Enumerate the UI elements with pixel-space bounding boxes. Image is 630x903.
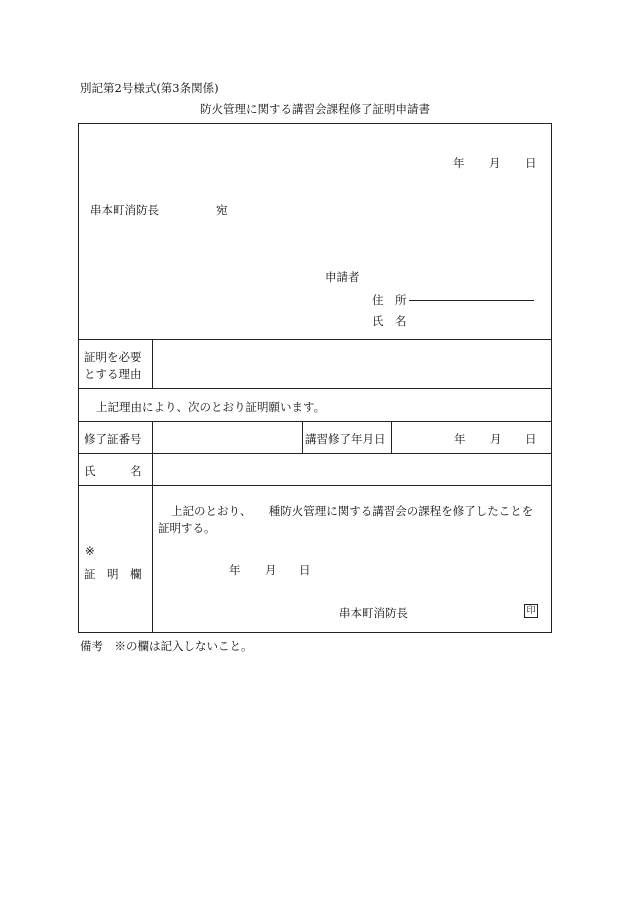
column-divider: [302, 421, 303, 453]
request-sentence: 上記理由により、次のとおり証明願います。: [96, 400, 326, 414]
reason-label-line1: 証明を必要: [84, 350, 142, 364]
addressee-suffix: 宛: [216, 203, 228, 217]
row-divider: [79, 485, 551, 486]
form-number-label: 別記第2号様式(第3条関係): [80, 81, 219, 95]
proof-year-label: 年: [229, 563, 241, 577]
row-divider: [79, 453, 551, 454]
name-label: 氏 名: [372, 314, 407, 328]
reason-label-line2: とする理由: [84, 367, 142, 381]
row-divider: [79, 388, 551, 389]
seal-stamp: 印: [524, 604, 538, 618]
proof-body-line1: 上記のとおり、 種防火管理に関する講習会の課程を修了したことを: [171, 504, 534, 518]
proof-mark: ※: [85, 544, 95, 558]
date-month-label: 月: [489, 156, 501, 170]
column-divider: [391, 421, 392, 453]
remarks-note: 備考 ※の欄は記入しないこと。: [80, 639, 253, 653]
row-divider: [79, 339, 551, 340]
proof-body-line2: 証明する。: [158, 521, 216, 535]
proof-day-label: 日: [299, 563, 311, 577]
address-label: 住 所: [372, 293, 407, 307]
application-form-table: [78, 123, 552, 633]
completion-month-label: 月: [490, 432, 502, 446]
address-input-line[interactable]: [409, 300, 534, 301]
date-day-label: 日: [525, 156, 537, 170]
document-title: 防火管理に関する講習会課程修了証明申請書: [200, 102, 430, 116]
date-year-label: 年: [453, 156, 465, 170]
completion-day-label: 日: [525, 432, 537, 446]
addressee-name: 串本町消防長: [90, 203, 159, 217]
completion-year-label: 年: [454, 432, 466, 446]
column-divider: [152, 339, 153, 388]
signer-name: 串本町消防長: [339, 606, 408, 620]
certificate-number-label: 修了証番号: [84, 432, 142, 446]
proof-column-label: 証 明 欄: [84, 567, 142, 581]
applicant-name-label: 氏 名: [84, 464, 142, 478]
proof-month-label: 月: [265, 563, 277, 577]
applicant-label: 申請者: [325, 270, 360, 284]
column-divider: [152, 421, 153, 633]
completion-date-label: 講習修了年月日: [305, 432, 386, 446]
row-divider: [79, 421, 551, 422]
